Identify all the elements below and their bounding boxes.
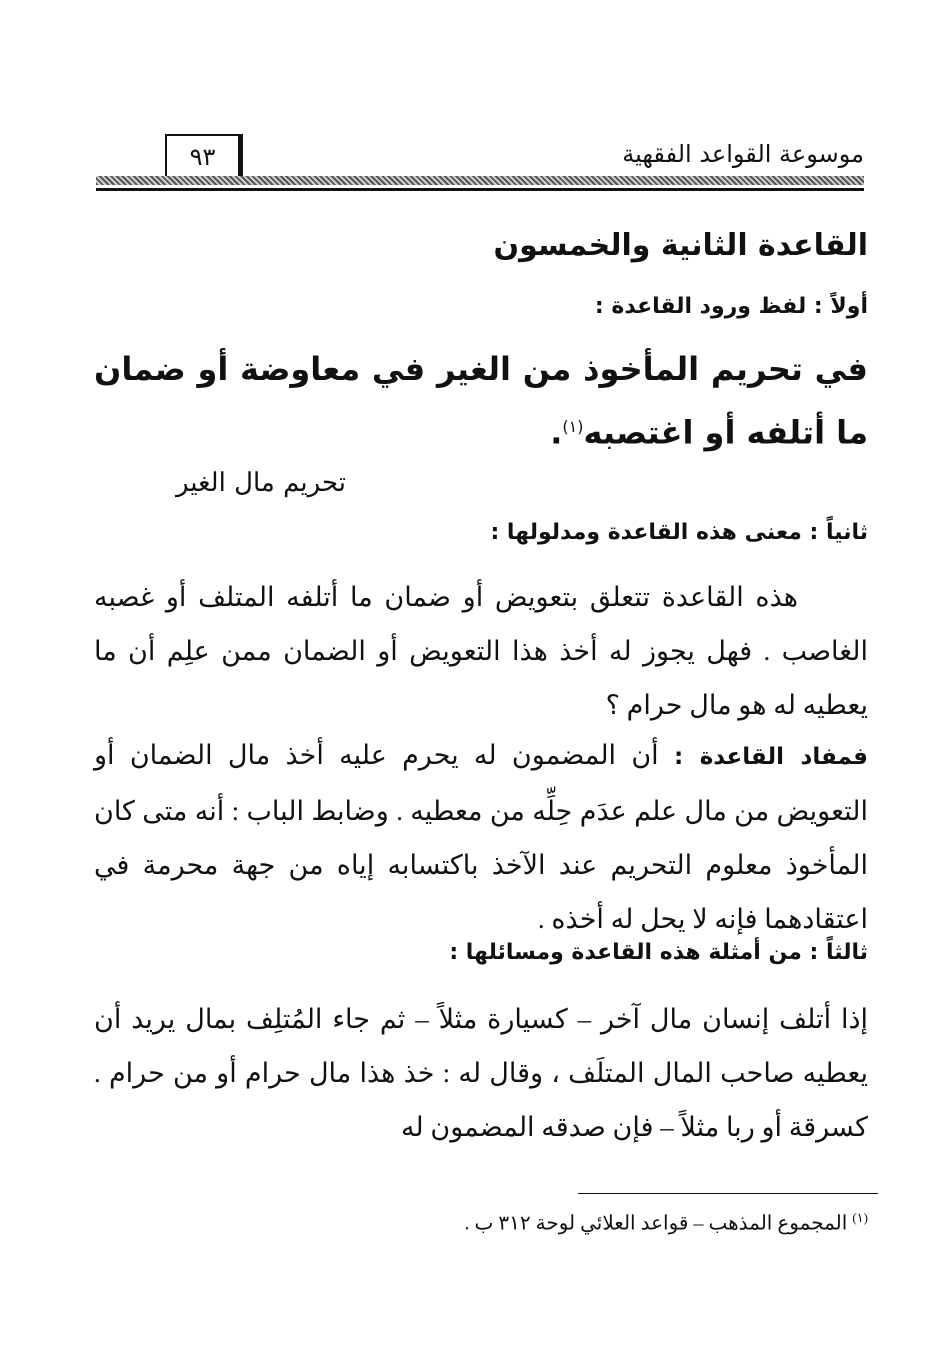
footnote xyxy=(465,1210,868,1236)
rule-text-body: في تحريم المأخوذ من الغير في معاوضة أو ضمان ما أتلفه أو اغتصبه xyxy=(94,350,868,452)
header-rule xyxy=(96,188,864,191)
rule-text xyxy=(94,340,868,462)
paragraph-text: هذه القاعدة تتعلق بتعويض أو ضمان ما أتلفه المتلف أو غصبه الغاصب . فهل يجوز له أخذ هذا التعويض أو الضمان ممن علِم أن ما يعطيه له هو مال حرام ؟ xyxy=(94,582,868,720)
handwritten-note: تحريم مال الغير xyxy=(175,468,346,498)
header-band xyxy=(96,176,864,185)
running-title: موسوعة القواعد الفقهية xyxy=(622,140,864,168)
rule-heading: القاعدة الثانية والخمسون xyxy=(493,228,868,263)
section3-paragraph: إذا أتلف إنسان مال آخر – كسيارة مثلاً – ثم جاء المُتلِف بمال يريد أن يعطيه صاحب المال المتلَف ، وقال له : خذ هذا مال حرام أو من حرام . كسرقة أو ربا مثلاً – فإن صدقه المضمون له xyxy=(94,1004,868,1142)
rule-footnote-ref[interactable]: (١) xyxy=(562,417,584,436)
section3-label: ثالثاً : من أمثلة هذه القاعدة ومسائلها : xyxy=(449,940,868,965)
footnote-separator xyxy=(578,1193,878,1194)
rule-text-end: . xyxy=(550,413,563,452)
paragraph-lead: فمفاد القاعدة : xyxy=(673,744,868,770)
section1-label: أولاً : لفظ ورود القاعدة : xyxy=(594,294,868,319)
page-number: ٩٣ xyxy=(165,134,243,180)
section2-paragraph1 xyxy=(94,570,868,732)
paragraph-text: أن المضمون له يحرم عليه أخذ مال الضمان أو التعويض من مال علم عدَم حِلِّه من معطيه . وضابط الباب : أنه متى كان المأخوذ معلوم التحريم عند الآخذ باكتسابه إياه من جهة محرمة في اعتقادهما فإنه لا يحل له أخذه . xyxy=(94,740,868,934)
footnote-marker: (١) xyxy=(852,1210,868,1225)
section2-label: ثانياً : معنى هذه القاعدة ومدلولها : xyxy=(490,520,868,545)
section2-paragraph2 xyxy=(94,728,868,946)
footnote-text: المجموع المذهب – قواعد العلائي لوحة ٣١٢ ب . xyxy=(464,1212,848,1235)
